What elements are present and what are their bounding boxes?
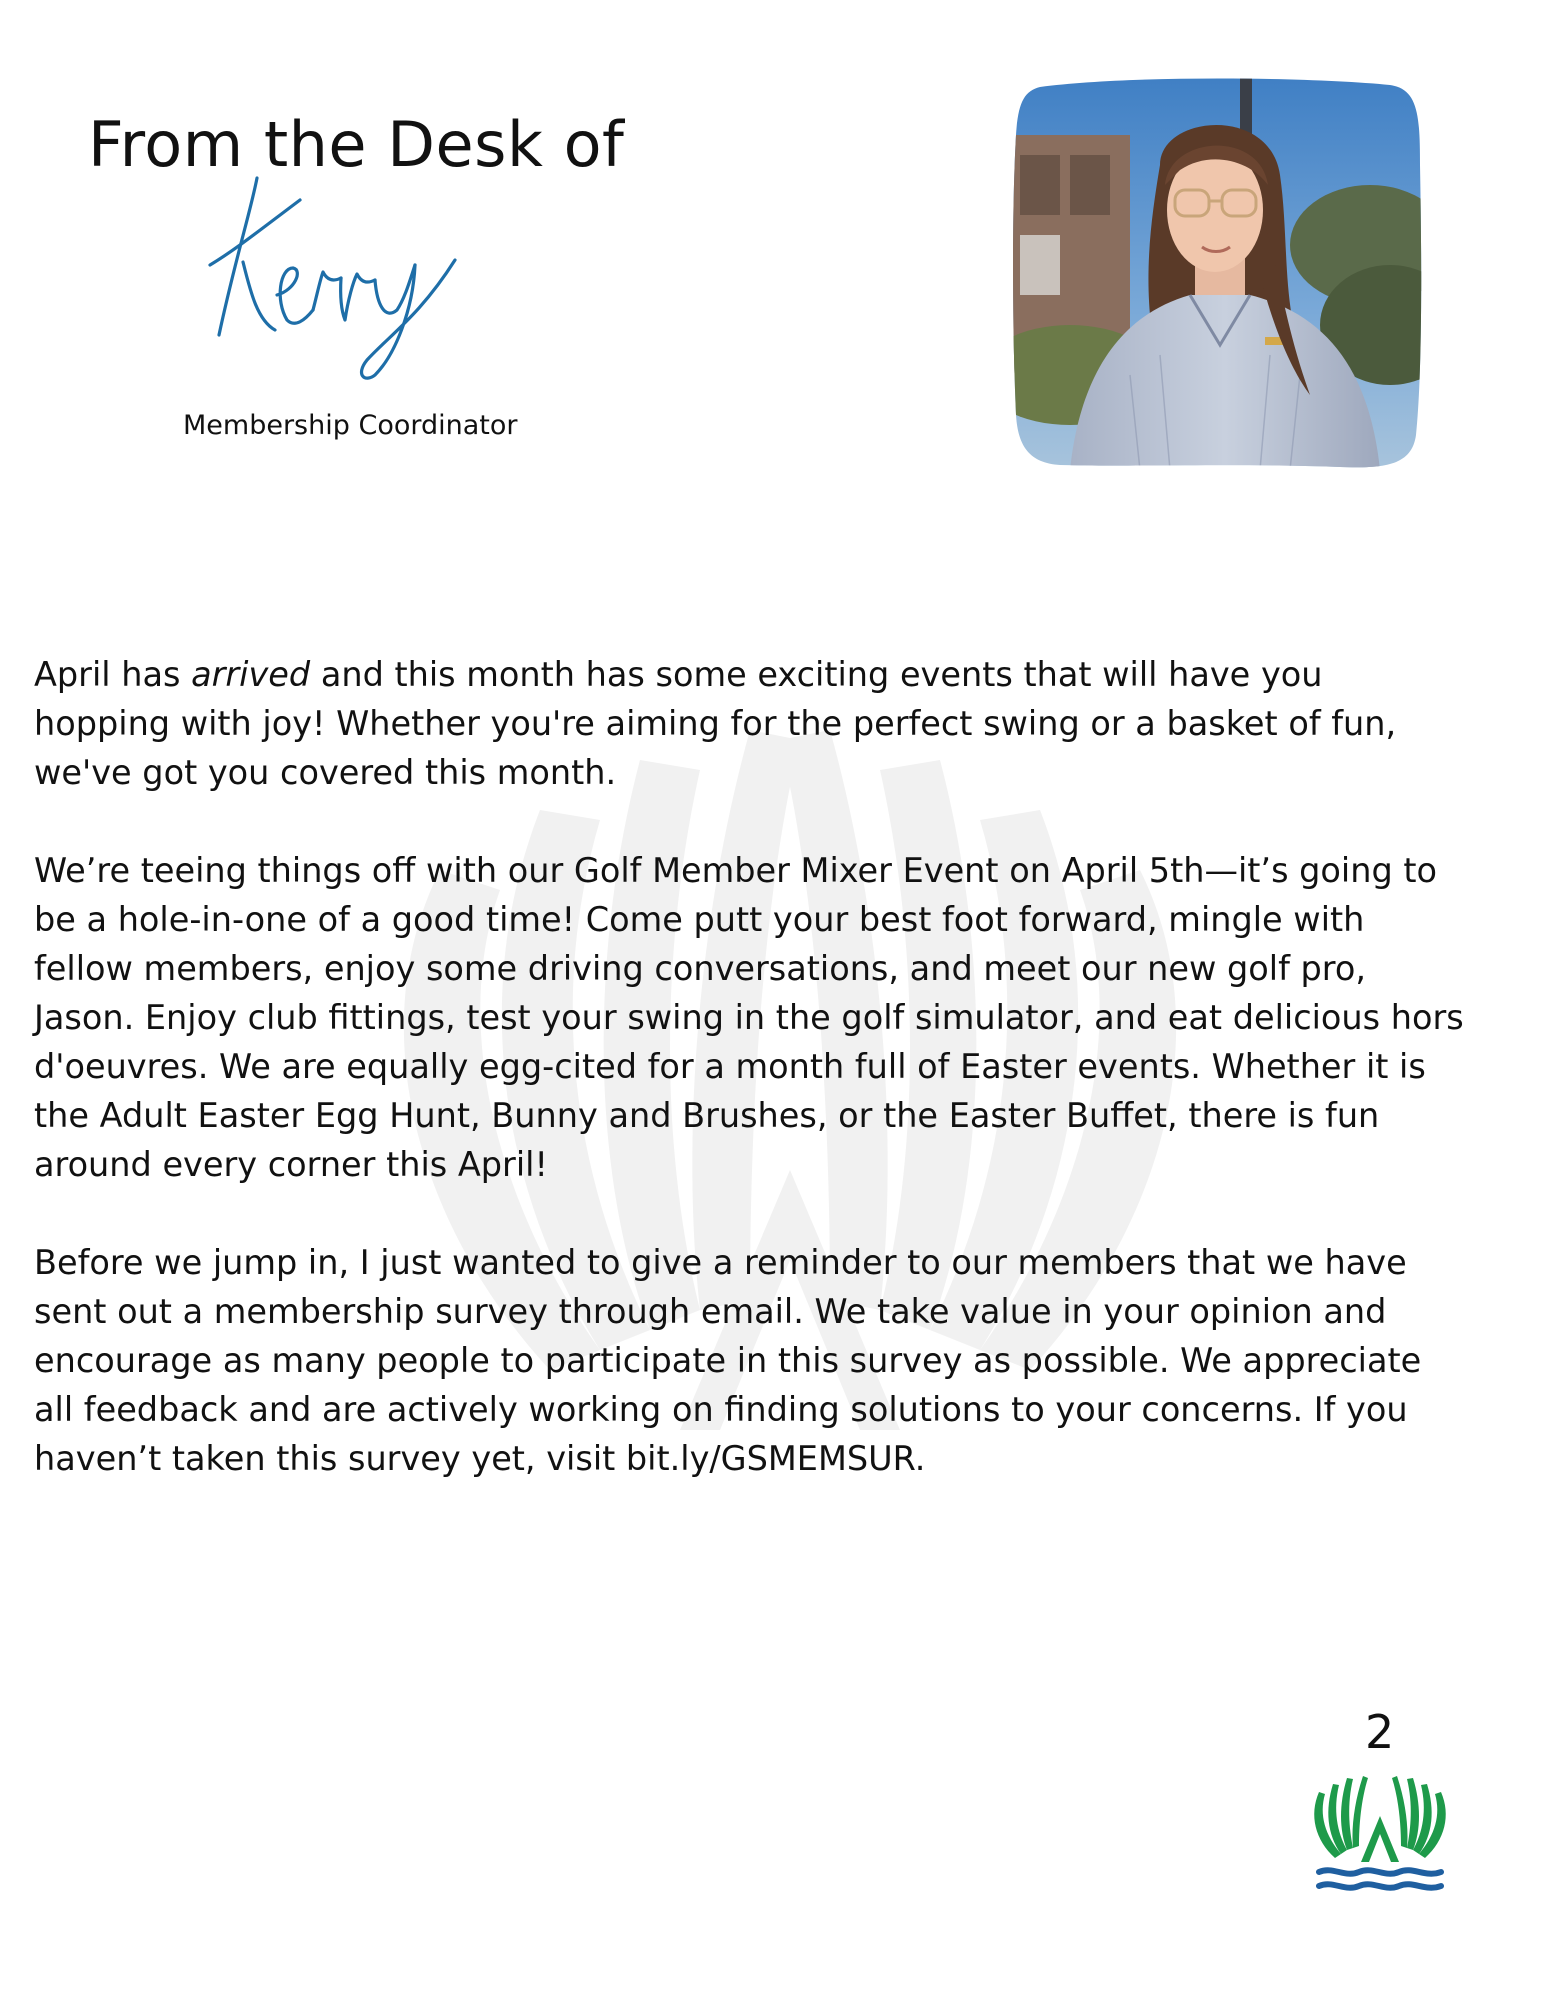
paragraph-intro-text: April has [34, 655, 192, 694]
paragraph-events: We’re teeing things off with our Golf Member Mixer Event on April 5th—it’s going to be a hole-in-one of a good time! Come putt your best foot forward, mingle with fellow members, enjoy some driving conversations, and meet our new golf pro, Jason. Enjoy club fittings, test your swing in the golf simulator, and eat delicious hors d'oeuvres. We are equally egg-cited for a month full of Easter events. Whether it is the Adult Easter Egg Hunt, Bunny and Brushes, or the Easter Buffet, there is fun around every corner this April! [34, 851, 1464, 1184]
page-number: 2 [1365, 1705, 1395, 1759]
paragraph-intro-text-cont: and this month has some exciting events that will have you hopping with joy! Whether you're aiming for the perfect swing or a basket of fun, we've got you covered this month. [34, 655, 1397, 792]
role-title: Membership Coordinator [183, 410, 518, 441]
kerry-signature [205, 170, 485, 390]
page-title: From the Desk of [88, 108, 625, 181]
club-logo [1305, 1770, 1455, 1900]
letter-body [34, 650, 1464, 1532]
paragraph-intro [34, 650, 1464, 797]
emphasis-arrived: arrived [191, 655, 311, 694]
paragraph-survey: Before we jump in, I just wanted to give a reminder to our members that we have sent out a membership survey through email. We take value in your opinion and encourage as many people to participate in this survey as possible. We appreciate all feedback and are actively working on finding solutions to your concerns. If you haven’t taken this survey yet, visit bit.ly/GSMEMSUR. [34, 1243, 1422, 1478]
portrait-photo [1010, 75, 1422, 470]
